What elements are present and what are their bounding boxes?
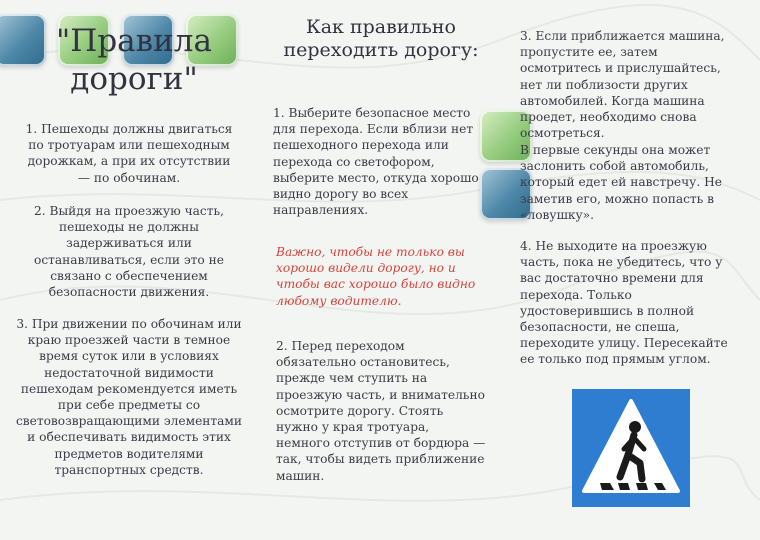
- step-paragraph: 3. Если приближается машина, пропустите ее, затем осмотритесь и прислушайтесь, нет ли поблизости других автомобилей. Когда машина проедет, необходимо снова осмотреться.: [520, 29, 725, 141]
- page-title: "Правила дороги": [56, 23, 212, 97]
- rule-paragraph: 3. При движении по обочинам или краю проезжей части в темное время суток или в условиях недостаточной видимости пешеходам рекомендуется иметь при себе предметы со световозвращающими элементами и обеспечивать видимость этих предметов водителями транспортных средств.: [15, 317, 243, 477]
- rule-paragraph: 1. Пешеходы должны двигаться по тротуарам или пешеходным дорожкам, а при их отсутствии — по обочинам.: [25, 122, 233, 185]
- page-subtitle: Как правильно переходить дорогу:: [283, 16, 479, 61]
- step-paragraph: 1. Выберите безопасное место для перехода. Если вблизи нет пешеходного перехода или перехода со светофором, выберите место, откуда хорошо видно дорогу во всех направлениях.: [273, 106, 479, 218]
- important-note: Важно, чтобы не только вы хорошо видели дорогу, но и чтобы вас хорошо было видно любому водителю.: [276, 245, 476, 308]
- step-paragraph: 2. Перед переходом обязательно остановитесь, прежде чем ступить на проезжую часть, и внимательно осмотрите дорогу. Стоять нужно у края тротуара, немного отступив от бордюра — так, чтобы видеть приближение машин.: [276, 339, 486, 483]
- step-paragraph: 4. Не выходите на проезжую часть, пока не убедитесь, что у вас достаточно времени для перехода. Только удостоверившись в полной безопасности, не спеша, переходите улицу. Пересекайте ее только под прямым углом.: [520, 239, 728, 367]
- pedestrian-crossing-sign-icon: [572, 389, 690, 507]
- rule-paragraph: 2. Выйдя на проезжую часть, пешеходы не должны задерживаться или останавливаться, если это не связано с обеспечением безопасности движения.: [33, 204, 224, 300]
- step-paragraph: В первые секунды она может заслонить собой автомобиль, который едет ей навстречу. Не заметив его, можно попасть в «ловушку».: [520, 143, 722, 222]
